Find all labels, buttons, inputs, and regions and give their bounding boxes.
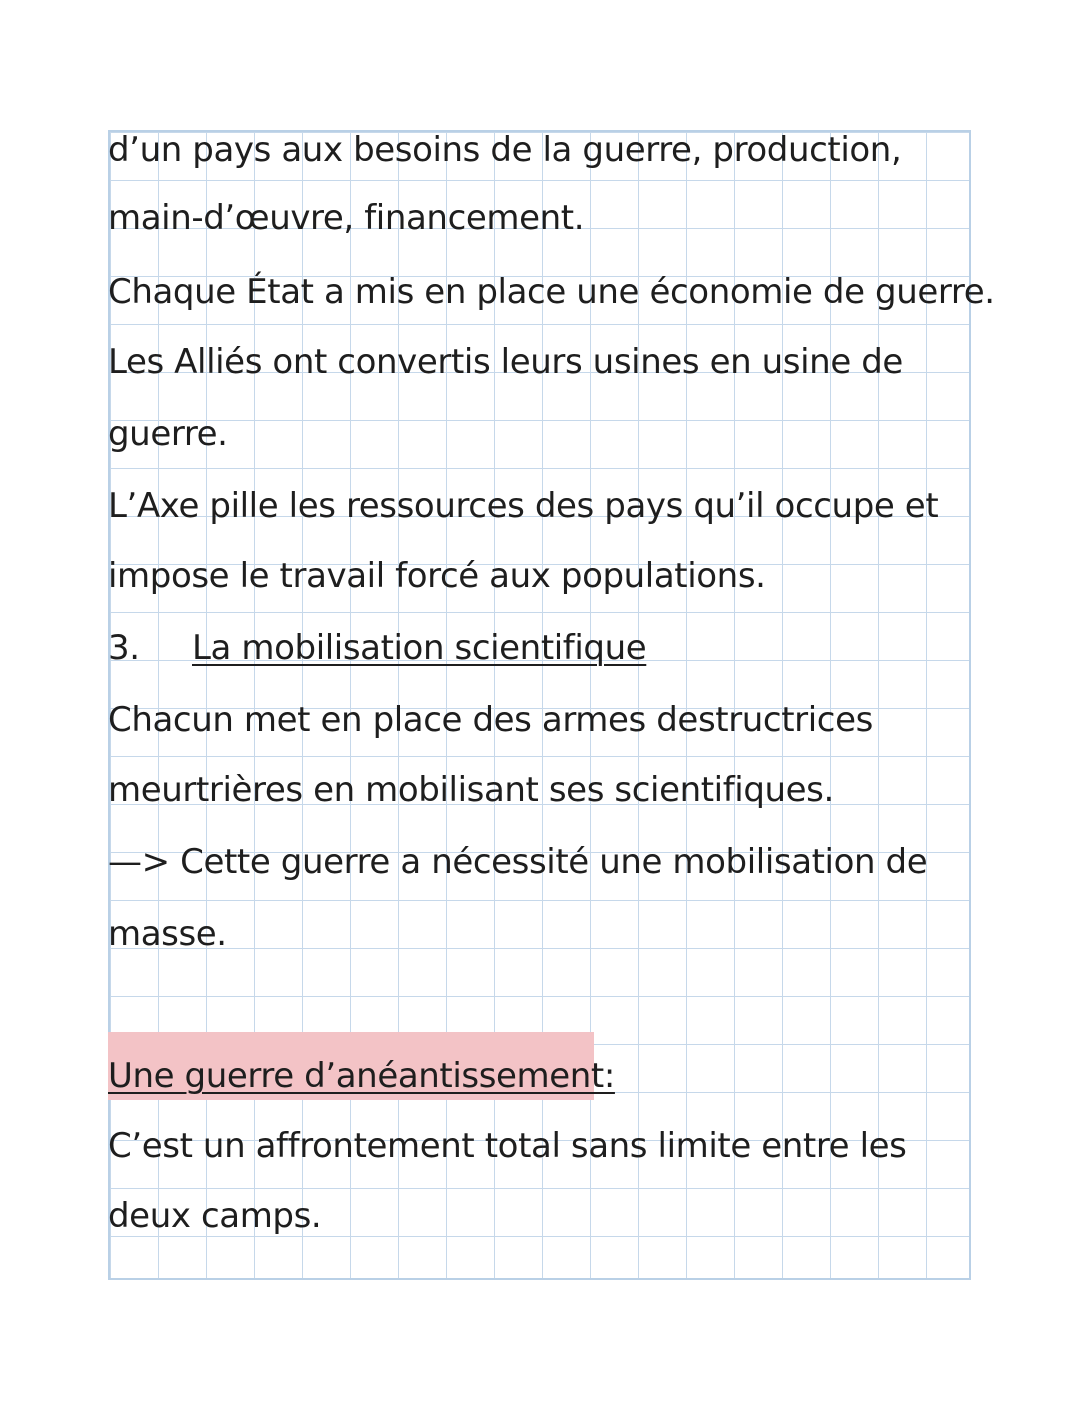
text-line-3: Chaque État a mis en place une économie de guerre. bbox=[108, 272, 995, 312]
text-line-5: guerre. bbox=[108, 414, 228, 454]
definition-line-2: deux camps. bbox=[108, 1196, 322, 1236]
text-line-11: masse. bbox=[108, 914, 227, 954]
section-heading bbox=[108, 628, 646, 668]
text-line-8: Chacun met en place des armes destructrices bbox=[108, 700, 873, 740]
text-line-10 bbox=[108, 842, 927, 882]
arrow-icon: —> bbox=[108, 842, 170, 882]
text-line-4: Les Alliés ont convertis leurs usines en usine de bbox=[108, 342, 903, 382]
text-line-9: meurtrières en mobilisant ses scientifiques. bbox=[108, 770, 834, 810]
definition-term-text: Une guerre d’anéantissement: bbox=[108, 1056, 615, 1096]
section-number: 3. bbox=[108, 628, 140, 668]
section-title: La mobilisation scientifique bbox=[192, 628, 647, 668]
definition-line-1: C’est un affrontement total sans limite entre les bbox=[108, 1126, 907, 1166]
conclusion-text: Cette guerre a nécessité une mobilisation de bbox=[180, 842, 928, 882]
text-line-2: main-d’œuvre, financement. bbox=[108, 198, 585, 238]
text-line-1: d’un pays aux besoins de la guerre, production, bbox=[108, 130, 902, 170]
definition-term bbox=[108, 1056, 615, 1096]
text-line-7: impose le travail forcé aux populations. bbox=[108, 556, 766, 596]
text-line-6: L’Axe pille les ressources des pays qu’il occupe et bbox=[108, 486, 939, 526]
